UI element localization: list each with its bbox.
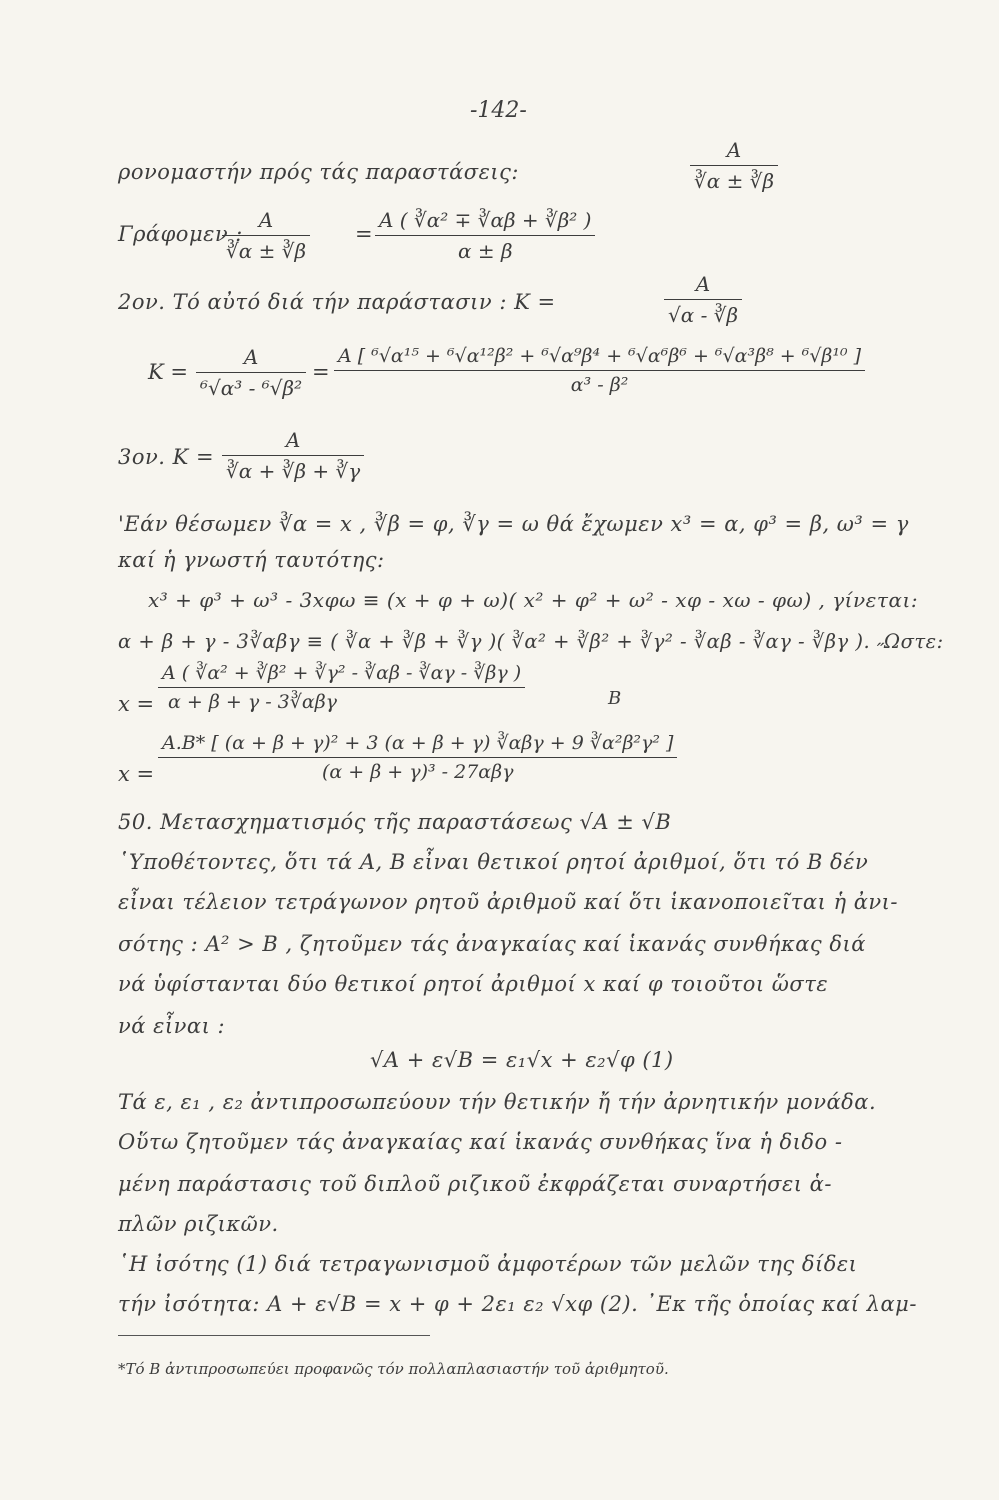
fraction-numerator: A [258,208,274,232]
fraction-right [375,208,595,263]
fraction-numerator: A.B* [ (α + β + γ)² + 3 (α + β + γ) ∛αβγ + 9 ∛α²β²γ² ] [162,732,674,754]
fraction-sixth-roots-expanded [334,345,865,396]
page-number: -142- [470,98,527,123]
k-equals: K = [148,360,188,384]
text-line: ῾Υποθέτοντες, ὅτι τά A, B εἶναι θετικοί ρητοί ἀριθμοί, ὅτι τό B δέν [118,850,869,874]
line-identity-intro: καί ἡ γνωστή ταυτότης: [118,548,385,572]
fraction-denominator: ∛α + ∛β + ∛γ [222,455,364,483]
equals-sign: = [312,360,330,384]
fraction-denominator: α ± β [375,235,595,263]
equation-1: √A + ε√B = ε₁√x + ε₂√φ (1) [370,1048,674,1072]
fraction-cube-root-sum [690,138,778,193]
text-line: εἶναι τέλειον τετράγωνον ρητοῦ ἀριθμοῦ καί ὅτι ἱκανοποιεῖται ἡ ἀνι- [118,890,899,914]
fraction-sqrt-difference [664,272,742,327]
x-equals: x = [118,762,155,786]
fraction-denominator: α + β + γ - 3∛αβγ [158,687,525,713]
x-equals: x = [118,692,155,716]
fraction-denominator: ∛α ± ∛β [222,235,310,263]
fraction-sixth-roots [196,345,306,400]
line-identity-substituted: α + β + γ - 3∛αβγ ≡ ( ∛α + ∛β + ∛γ )( ∛α² + ∛β² + ∛γ² - ∛αβ - ∛αγ - ∛βγ ). ˶Ωστε: [118,630,944,653]
fraction-x-first [158,662,525,713]
text-line: σότης : A² > B , ζητοῦμεν τάς ἀναγκαίας καί ἱκανάς συνθήκας διά [118,932,866,956]
line-third-case: 3ον. K = [118,445,215,469]
fraction-numerator: A [695,272,711,296]
footnote-divider [118,1335,430,1336]
line-second-case: 2ον. Τό αὐτό διά τήν παράστασιν : K = [118,290,556,314]
fraction-left [222,208,310,263]
fraction-numerator: A [285,428,301,452]
footnote: *Τό B ἀντιπροσωπεύει προφανῶς τόν πολλαπλασιαστήν τοῦ ἀριθμητοῦ. [118,1360,669,1378]
fraction-denominator: (α + β + γ)³ - 27αβγ [158,757,677,783]
text-line: νά εἶναι : [118,1014,226,1038]
line-denominator-intro: ρονομαστήν πρός τάς παραστάσεις: [118,160,519,184]
text-line: τήν ἰσότητα: A + ε√B = x + φ + 2ε₁ ε₂ √xφ (2). ᾽Εκ τῆς ὁποίας καί λαμ- [118,1292,917,1316]
fraction-numerator: A ( ∛α² + ∛β² + ∛γ² - ∛αβ - ∛αγ - ∛βγ ) [162,662,522,684]
text-line: ῾Η ἰσότης (1) διά τετραγωνισμοῦ ἀμφοτέρων τῶν μελῶν της δίδει [118,1252,858,1276]
equals-sign: = [355,222,373,246]
fraction-three-cube-roots [222,428,364,483]
text-line: Τά ε, ε₁ , ε₂ ἀντιπροσωπεύουν τήν θετικήν ἤ τήν ἀρνητικήν μονάδα. [118,1090,877,1114]
fraction-numerator: A [243,345,259,369]
fraction-numerator: A [726,138,742,162]
line-substitution: 'Εάν θέσωμεν ∛α = x , ∛β = φ, ∛γ = ω θά ἔχωμεν x³ = α, φ³ = β, ω³ = γ [118,512,909,536]
fraction-denominator: ⁶√α³ - ⁶√β² [196,372,306,400]
text-line: πλῶν ριζικῶν. [118,1212,279,1236]
text-line: νά ὑφίστανται δύο θετικοί ρητοί ἀριθμοί x καί φ τοιοῦτοι ὥστε [118,972,829,996]
fraction-denominator: ∛α ± ∛β [690,165,778,193]
text-line: μένη παράστασις τοῦ διπλοῦ ριζικοῦ ἐκφράζεται συναρτήσει ἁ- [118,1172,832,1196]
line-identity: x³ + φ³ + ω³ - 3xφω ≡ (x + φ + ω)( x² + φ² + ω² - xφ - xω - φω) , γίνεται: [148,588,919,612]
fraction-numerator: A [ ⁶√α¹⁵ + ⁶√α¹²β² + ⁶√α⁹β⁴ + ⁶√α⁶β⁶ + ⁶√α³β⁸ + ⁶√β¹⁰ ] [338,345,862,367]
section-heading-50: 50. Μετασχηματισμός τῆς παραστάσεως √A ± √B [118,810,672,834]
fraction-x-second [158,732,677,783]
fraction-denominator: α³ - β² [334,370,865,396]
line-grafomen-label: Γράφομεν : [118,222,243,246]
text-line: Οὕτω ζητοῦμεν τάς ἀναγκαίας καί ἱκανάς συνθήκας ἵνα ἡ διδο - [118,1130,843,1154]
annotation-b: B [608,688,622,709]
fraction-denominator: √α - ∛β [664,299,742,327]
fraction-numerator: A ( ∛α² ∓ ∛αβ + ∛β² ) [379,208,592,232]
